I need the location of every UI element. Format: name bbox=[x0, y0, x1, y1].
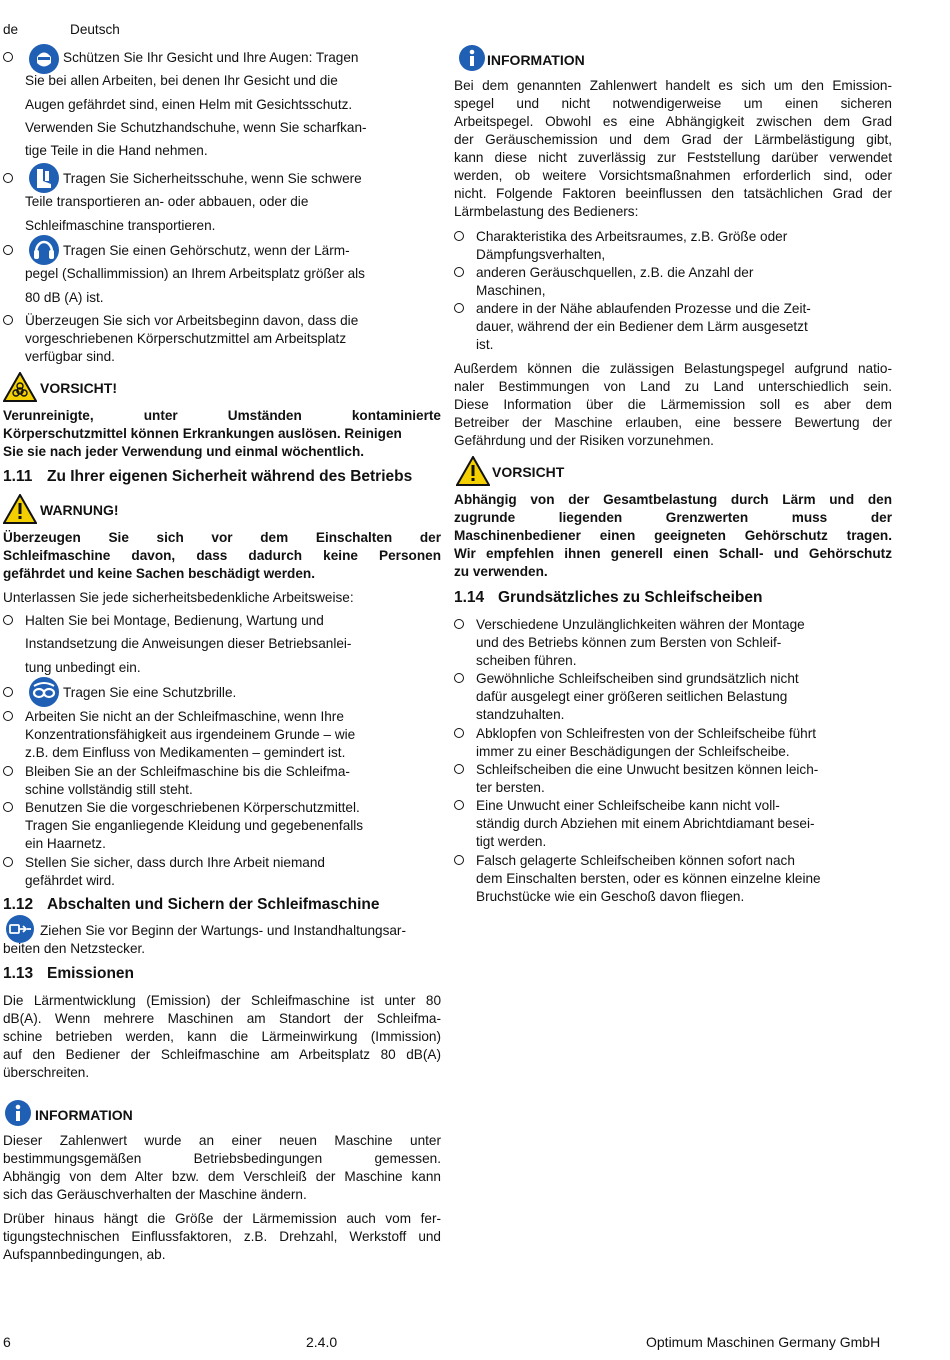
language-label: Deutsch bbox=[70, 22, 120, 37]
section-heading: 1.13 Emissionen bbox=[3, 965, 134, 982]
text-line: Benutzen Sie die vorgeschriebenen Körperschutzmittel. bbox=[25, 800, 360, 815]
text-line: gefährdet wird. bbox=[25, 873, 115, 888]
bullet-icon bbox=[454, 619, 464, 629]
bullet-icon bbox=[3, 711, 13, 721]
text-line: Ziehen Sie vor Beginn der Wartungs- und Instandhaltungsar- bbox=[40, 923, 406, 938]
text-line: Instandsetzung die Anweisungen dieser Betriebsanlei- bbox=[25, 636, 352, 651]
text-line: vorgeschriebenen Körperschutzmittel am Arbeitsplatz bbox=[25, 331, 347, 346]
face-shield-icon bbox=[28, 43, 60, 75]
text-line: verfügbar sind. bbox=[25, 349, 115, 364]
text-line: Verschiedene Unzulänglichkeiten währen der Montage bbox=[476, 617, 805, 632]
bullet-icon bbox=[454, 800, 464, 810]
text-line: Tragen Sie einen Gehörschutz, wenn der Lärm- bbox=[63, 243, 350, 258]
section-heading: 1.11 Zu Ihrer eigenen Sicherheit während des Betriebs bbox=[3, 468, 413, 485]
text-line: Schützen Sie Ihr Gesicht und Ihre Augen: Tragen bbox=[63, 50, 359, 65]
warning-triangle-icon bbox=[3, 494, 37, 524]
text-line: Halten Sie bei Montage, Bedienung, Wartung und bbox=[25, 613, 324, 628]
bullet-icon bbox=[454, 855, 464, 865]
text-line: Gewöhnliche Schleifscheiben sind grundsätzlich nicht bbox=[476, 671, 799, 686]
text-line: Augen gefährdet sind, einen Helm mit Gesichtsschutz. bbox=[25, 97, 353, 112]
text-line: Überzeugen Sie sich vor Arbeitsbeginn davon, dass die bbox=[25, 313, 359, 328]
text-line: standzuhalten. bbox=[476, 707, 565, 722]
text-line: andere in der Nähe ablaufenden Prozesse und die Zeit- bbox=[476, 301, 811, 316]
text-line: Verwenden Sie Schutzhandschuhe, wenn Sie scharfkan- bbox=[25, 120, 367, 135]
bullet-icon bbox=[3, 245, 13, 255]
information-icon bbox=[4, 1099, 32, 1127]
bullet-icon bbox=[3, 315, 13, 325]
safety-boots-icon bbox=[28, 162, 60, 194]
text-line: Falsch gelagerte Schleifscheiben können sofort nach bbox=[476, 853, 795, 868]
biohazard-warning-icon bbox=[3, 372, 37, 402]
text-line: Dämpfungsverhalten, bbox=[476, 247, 606, 262]
text-line: Eine Unwucht einer Schleifscheibe kann nicht voll- bbox=[476, 798, 780, 813]
text-line: Maschinen, bbox=[476, 283, 546, 298]
language-code: de bbox=[3, 22, 19, 37]
version-label: 2.4.0 bbox=[306, 1334, 338, 1350]
text-line: Tragen Sie Sicherheitsschuhe, wenn Sie schwere bbox=[63, 171, 362, 186]
safety-goggles-icon bbox=[28, 676, 60, 708]
bullet-icon bbox=[3, 802, 13, 812]
text-line: pegel (Schallimmission) an Ihrem Arbeitsplatz größer als bbox=[25, 266, 365, 281]
information-icon bbox=[458, 44, 486, 72]
text-line: Bleiben Sie an der Schleifmaschine bis die Schleifma- bbox=[25, 764, 350, 779]
section-heading: 1.12 Abschalten und Sichern der Schleifmaschine bbox=[3, 896, 380, 913]
info-title: INFORMATION bbox=[35, 1107, 133, 1123]
text-line: ein Haarnetz. bbox=[25, 836, 106, 851]
text-line: Konzentrationsfähigkeit aus irgendeinem Grunde – wie bbox=[25, 727, 356, 742]
text-line: Abklopfen von Schleifresten von der Schleifscheibe führt bbox=[476, 726, 817, 741]
text-line: tige Teile in die Hand nehmen. bbox=[25, 143, 208, 158]
caution-text: Abhängig von der Gesamtbelastung durch Lärm und den zugrunde liegenden Grenzwerten muss der Maschinenbediener einen geeigneten Gehörschutz tragen. Wir empfehlen ihnen generell einen Schall- und Gehörschutz zu verwenden. bbox=[454, 492, 892, 579]
bullet-icon bbox=[3, 615, 13, 625]
emission-paragraph: Die Lärmentwicklung (Emission) der Schleifmaschine ist unter 80 dB(A). Wenn mehrere Maschinen am Standort der Schleifma- schine betrieben werden, kann die Lärmeinwirkung (Immission) auf den Bediener der Schleifmaschine am Arbeitsplatz 80 dB(A) überschreiten. bbox=[3, 993, 441, 1080]
text-line: Schleifmaschine transportieren. bbox=[25, 218, 216, 233]
text-line: Sie bei allen Arbeiten, bei denen Ihr Gesicht und die bbox=[25, 73, 338, 88]
text-line: ständig durch Abziehen mit einem Abrichtdiamant besei- bbox=[476, 816, 815, 831]
warning-text: Überzeugen Sie sich vor dem Einschalten der Schleifmaschine davon, dass dadurch keine Personen gefährdet und keine Sachen beschädigt werden. bbox=[3, 530, 441, 581]
text-line: Arbeiten Sie nicht an der Schleifmaschine, wenn Ihre bbox=[25, 709, 344, 724]
text-line: ist. bbox=[476, 337, 494, 352]
bullet-icon bbox=[454, 231, 464, 241]
extra-paragraph: Drüber hinaus hängt die Größe der Lärmemission auch vom fer- tigungstechnischen Einflussfaktoren, z.B. Drehzahl, Werkstoff und Aufspannbedingungen, ab. bbox=[3, 1211, 441, 1262]
text-line: schine vollständig still steht. bbox=[25, 782, 193, 797]
info-text: Dieser Zahlenwert wurde an einer neuen Maschine unter bestimmungsgemäßen Betriebsbedingungen gemessen. Abhängig von dem Alter bzw. dem Verschleiß der Maschine kann sich das Geräuschverhalten der Maschine ändern. bbox=[3, 1133, 441, 1202]
bullet-icon bbox=[3, 857, 13, 867]
text-line: Tragen Sie eine Schutzbrille. bbox=[63, 685, 237, 700]
text-line: tung unbedingt ein. bbox=[25, 660, 141, 675]
bullet-icon bbox=[3, 687, 13, 697]
text-line: z.B. dem Einfluss von Medikamenten – gemindert ist. bbox=[25, 745, 346, 760]
text-line: Stellen Sie sicher, dass durch Ihre Arbeit niemand bbox=[25, 855, 325, 870]
text-line: Charakteristika des Arbeitsraumes, z.B. Größe oder bbox=[476, 229, 788, 244]
info-title: INFORMATION bbox=[487, 52, 585, 68]
caution-title: VORSICHT bbox=[492, 464, 565, 480]
bullet-icon bbox=[454, 728, 464, 738]
text-line: dauer, während der ein Bediener dem Lärm ausgesetzt bbox=[476, 319, 808, 334]
text-line: Bruchstücke wie ein Geschoß davon fliegen. bbox=[476, 889, 745, 904]
hearing-protection-icon bbox=[28, 234, 60, 266]
intro-text: Unterlassen Sie jede sicherheitsbedenkliche Arbeitsweise: bbox=[3, 590, 354, 605]
national-paragraph: Außerdem können die zulässigen Belastungspegel aufgrund natio- naler Bestimmungen von Land zu Land unterschiedlich sein. Diese Information über die Lärmemission soll es aber dem Betreiber der Maschine erlauben, eine bessere Bewertung der Gefährdung und der Risiken vorzunehmen. bbox=[454, 361, 892, 448]
section-heading: 1.14 Grundsätzliches zu Schleifscheiben bbox=[454, 589, 763, 606]
text-line: Schleifscheiben die eine Unwucht besitzen können leich- bbox=[476, 762, 819, 777]
text-line: dafür ausgelegt einer größeren seitlichen Belastung bbox=[476, 689, 788, 704]
text-line: immer zu einer Beschädigungen der Schleifscheibe. bbox=[476, 744, 790, 759]
text-line: 80 dB (A) ist. bbox=[25, 290, 104, 305]
text-line: Teile transportieren an- oder abbauen, oder die bbox=[25, 194, 309, 209]
text-line: dem Einschalten bersten, oder es können einzelne kleine bbox=[476, 871, 821, 886]
bullet-icon bbox=[454, 764, 464, 774]
text-line: und des Betriebs können zum Bersten von Schleif- bbox=[476, 635, 782, 650]
warning-triangle-icon bbox=[456, 456, 490, 486]
bullet-icon bbox=[3, 173, 13, 183]
bullet-icon bbox=[454, 673, 464, 683]
text-line: anderen Geräuschquellen, z.B. die Anzahl der bbox=[476, 265, 754, 280]
caution-text: Verunreinigte, unter Umständen kontaminierte Körperschutzmittel können Erkrankungen auslösen. Reinigen Sie sie nach jeder Verwendung und einmal wöchentlich. bbox=[3, 408, 441, 459]
warning-title: WARNUNG! bbox=[40, 502, 119, 518]
info-text: Bei dem genannten Zahlenwert handelt es sich um den Emission- spegel und nicht notwendigerweise um einen sicheren Arbeitspegel. Obwohl es eine Abhängigkeit zwischen dem Grad der Geräuschemission und dem Grad der Lärmbelästigung gibt, kann diese nicht zuverlässig zur Feststellung darüber verwendet werden, ob weitere Vorsichtsmaßnahmen erforderlich sind, oder nicht. Folgende Faktoren beeinflussen den tatsächlichen Grad der Lärmbelastung des Bedieners: bbox=[454, 78, 892, 219]
text-line: tigt werden. bbox=[476, 834, 547, 849]
text-line: beiten den Netzstecker. bbox=[3, 941, 146, 956]
bullet-icon bbox=[454, 303, 464, 313]
bullet-icon bbox=[454, 267, 464, 277]
text-line: ter bersten. bbox=[476, 780, 545, 795]
text-line: Tragen Sie enganliegende Kleidung und gegebenenfalls bbox=[25, 818, 364, 833]
caution-title: VORSICHT! bbox=[40, 380, 117, 396]
text-line: scheiben führen. bbox=[476, 653, 577, 668]
company-name: Optimum Maschinen Germany GmbH bbox=[646, 1334, 881, 1350]
bullet-icon bbox=[3, 766, 13, 776]
bullet-icon bbox=[3, 52, 13, 62]
page-number: 6 bbox=[3, 1334, 11, 1350]
